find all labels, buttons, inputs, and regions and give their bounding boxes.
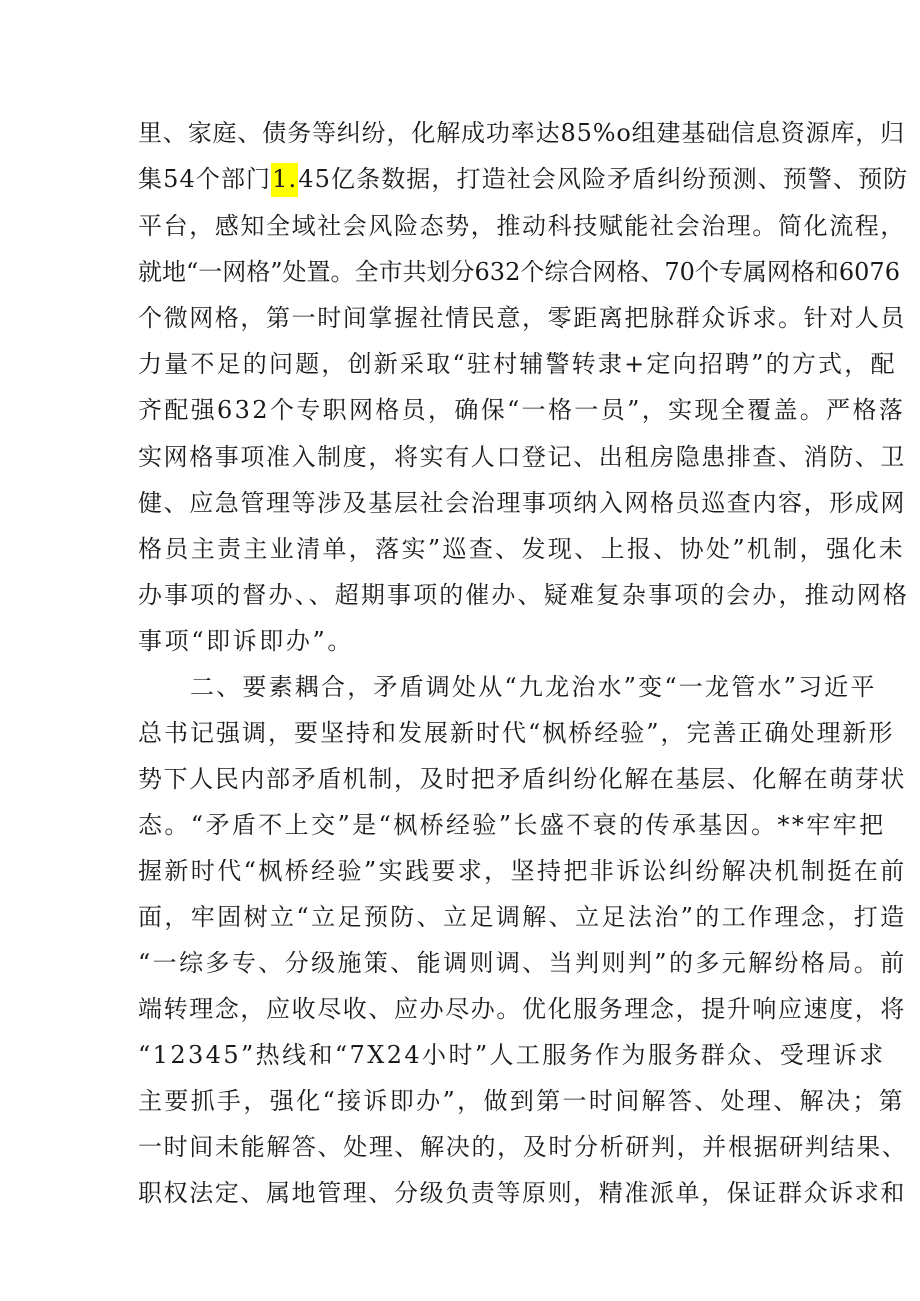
text-line: 面，牢固树立“立足预防、立足调解、立足法治”的工作理念，打造 <box>138 903 907 931</box>
text-line: 握新时代“枫桥经验”实践要求，坚持把非诉讼纠纷解决机制挺在前 <box>138 857 907 885</box>
text-line: 个微网格，第一时间掌握社情民意，零距离把脉群众诉求。针对人员 <box>138 304 906 332</box>
text-line: 态。“矛盾不上交”是“枫桥经验”长盛不衰的传承基因。**牢牢把 <box>138 811 886 839</box>
text-line: “一综多专、分级施策、能调则调、当判则判”的多元解纷格局。前 <box>138 949 907 977</box>
text-line: 一时间未能解答、处理、解决的，及时分析研判，并根据研判结果、 <box>138 1133 908 1161</box>
text-line: 职权法定、属地管理、分级负责等原则，精准派单，保证群众诉求和 <box>138 1179 906 1207</box>
text-line: 格员主责主业清单，落实”巡查、发现、上报、协处”机制，强化未 <box>138 535 906 563</box>
text-fragment: 集54个部门 <box>138 165 272 193</box>
text-line: 办事项的督办、、超期事项的催办、疑难复杂事项的会办，推动网格 <box>138 581 909 609</box>
text-line: 势下人民内部矛盾机制，及时把矛盾纠纷化解在基层、化解在萌芽状 <box>138 765 906 793</box>
text-line: 端转理念，应收尽收、应办尽办。优化服务理念，提升响应速度，将 <box>138 995 906 1023</box>
section-heading-line: 二、要素耦合，矛盾调处从“九龙治水”变“一龙管水”习近平 <box>190 673 877 701</box>
highlighted-text: 1. <box>271 163 298 197</box>
text-line: 齐配强632个专职网格员，确保“一格一员”，实现全覆盖。严格落 <box>138 396 906 424</box>
text-line: 里、家庭、债务等纠纷，化解成功率达85%o组建基础信息资源库，归 <box>138 119 905 147</box>
text-line: 健、应急管理等涉及基层社会治理事项纳入网格员巡查内容，形成网 <box>138 489 906 517</box>
text-line: 实网格事项准入制度，将实有人口登记、出租房隐患排查、消防、卫 <box>138 443 906 471</box>
text-line: 力量不足的问题，创新采取“驻村辅警转隶+定向招聘”的方式，配 <box>138 350 897 378</box>
text-fragment: 45亿条数据，打造社会风险矛盾纠纷预测、预警、预防 <box>298 165 909 193</box>
text-line <box>138 164 908 194</box>
text-line: 主要抓手，强化“接诉即办”，做到第一时间解答、处理、解决；第 <box>138 1087 906 1115</box>
text-line: 事项“即诉即办”。 <box>138 627 354 655</box>
text-line: “12345”热线和“7X24小时”人工服务作为服务群众、受理诉求 <box>138 1041 886 1069</box>
text-line: 平台，感知全域社会风险态势，推动科技赋能社会治理。简化流程， <box>138 212 906 240</box>
text-line: 就地“一网格”处置。全市共划分632个综合网格、70个专属网格和6076 <box>138 258 900 286</box>
text-line: 总书记强调，要坚持和发展新时代“枫桥经验”，完善正确处理新形 <box>138 719 895 747</box>
